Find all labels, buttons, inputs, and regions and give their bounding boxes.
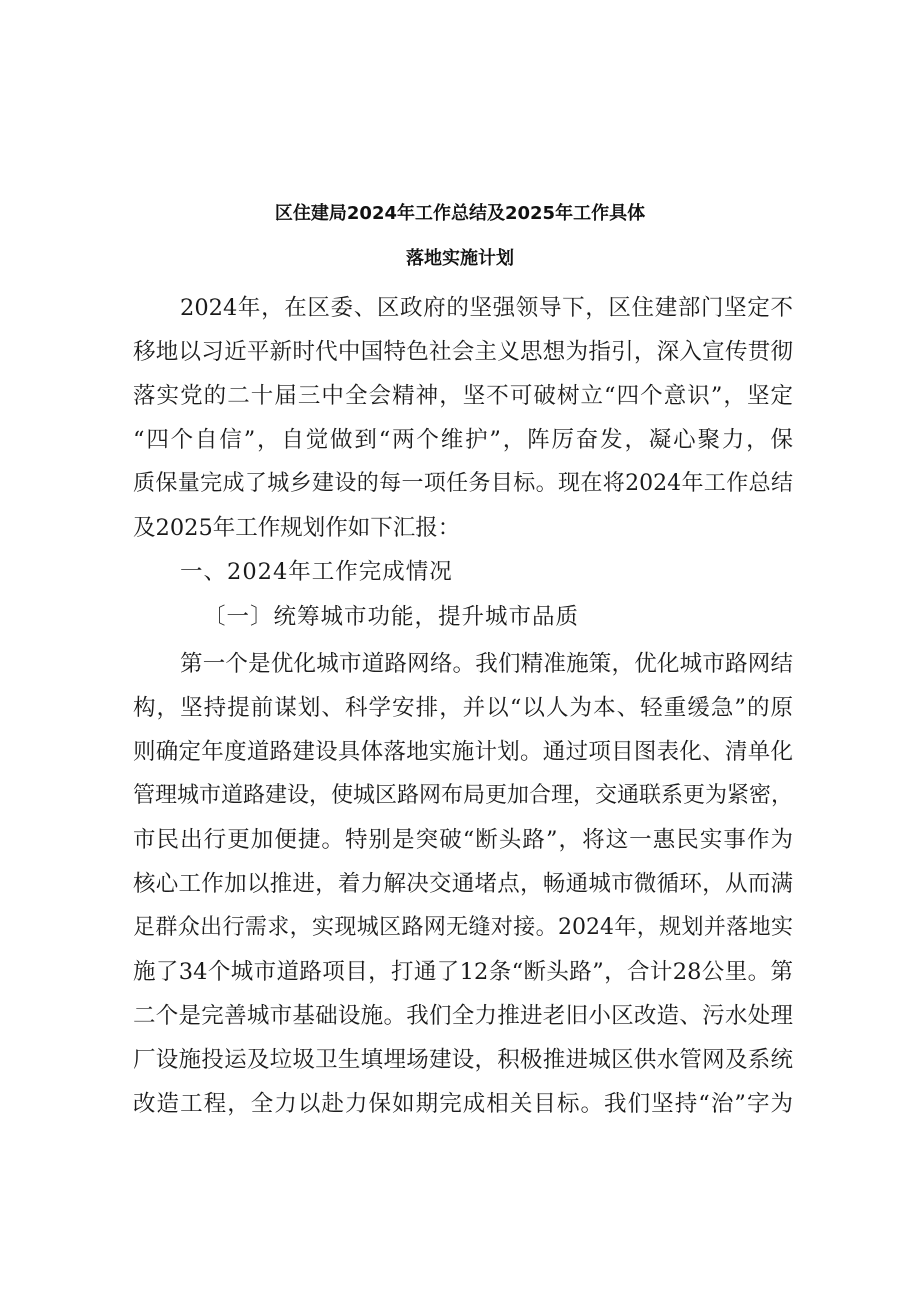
body-paragraph-line: 构，坚持提前谋划、科学安排，并以“以人为本、轻重缓急”的原 <box>133 695 793 721</box>
body-paragraph-line: 足群众出行需求，实现城区路网无缝对接。2024年，规划并落地实 <box>133 915 793 940</box>
intro-paragraph-line: 质保量完成了城乡建设的每一项任务目标。现在将2024年工作总结 <box>133 471 793 496</box>
body-paragraph-line: 二个是完善城市基础设施。我们全力推进老旧小区改造、污水处理 <box>133 1003 793 1029</box>
intro-paragraph-line: 落实党的二十届三中全会精神，坚不可破树立“四个意识”，坚定 <box>133 383 793 409</box>
body-paragraph-line: 则确定年度道路建设具体落地实施计划。通过项目图表化、清单化 <box>133 739 793 765</box>
body-paragraph-line: 管理城市道路建设，使城区路网布局更加合理，交通联系更为紧密， <box>133 783 794 808</box>
body-paragraph-line: 施了34个城市道路项目，打通了12条“断头路”，合计28公里。第 <box>133 959 793 985</box>
intro-paragraph-line: “四个自信”，自觉做到“两个维护”，阵厉奋发，凝心聚力，保 <box>133 427 793 453</box>
intro-paragraph-line: 移地以习近平新时代中国特色社会主义思想为指引，深入宣传贯彻 <box>133 339 793 365</box>
subsection-heading: 〔一〕统筹城市功能，提升城市品质 <box>203 604 580 630</box>
document-title-line-1: 区住建局2024年工作总结及2025年工作具体 <box>274 203 646 224</box>
intro-paragraph-line: 及2025年工作规划作如下汇报： <box>133 515 461 541</box>
section-heading: 一、2024年工作完成情况 <box>180 559 453 585</box>
body-paragraph-line: 第一个是优化城市道路网络。我们精准施策，优化城市路网结 <box>180 651 793 677</box>
document-title-line-2: 落地实施计划 <box>406 248 514 269</box>
body-paragraph-line: 核心工作加以推进，着力解决交通堵点，畅通城市微循环，从而满 <box>133 871 793 897</box>
body-paragraph-line: 市民出行更加便捷。特别是突破“断头路”，将这一惠民实事作为 <box>133 827 793 853</box>
body-paragraph-line: 厂设施投运及垃圾卫生填埋场建设，积极推进城区供水管网及系统 <box>133 1047 793 1073</box>
body-paragraph-line: 改造工程，全力以赴力保如期完成相关目标。我们坚持“治”字为 <box>133 1091 793 1117</box>
intro-paragraph-line: 2024年，在区委、区政府的坚强领导下，区住建部门坚定不 <box>180 295 793 321</box>
